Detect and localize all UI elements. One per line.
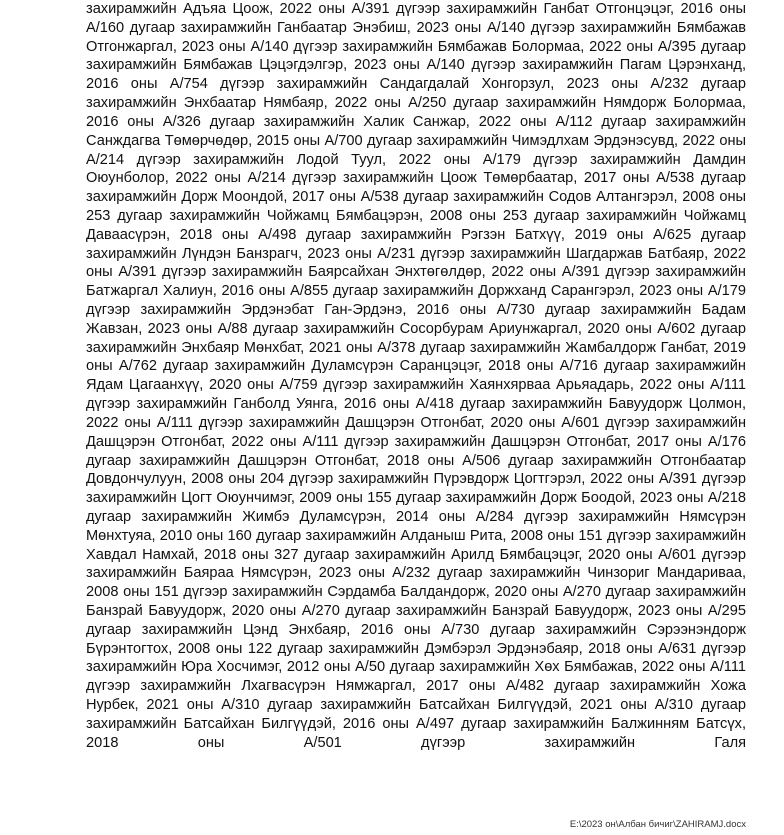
body-paragraph: захирамжийн Адъяа Цоож, 2022 оны А/391 дүгээр захирамжийн Ганбат Отгонцэцэг, 2016 оны А/160 дугаар захирамжийн Ганбаатар Энэбиш, 2023 оны А/140 дүгээр захирамжийн Бямбажав Отгонжаргал, 2023 оны А/140 дүгээр захирамжийн Бямбажав Болормаа, 2022 оны А/395 дугаар захирамжийн Бямбажав Цэцэгдэлгэр, 2023 оны А/140 дүгээр захирамжийн Пагам Цэрэнханд, 2016 оны А/754 дүгээр захирамжийн Сандагдалай Хонгорзул, 2023 оны А/232 дугаар захирамжийн Энхбаатар Нямбаяр, 2022 оны А/250 дугаар захирамжийн Нямдорж Болормаа, 2016 оны А/326 дугаар захирамжийн Халик Санжар, 2022 оны А/112 дугаар захирамжийн Санждагва Төмөрчөдөр, 2015 оны А/700 дугаар захирамжийн Чимэдлхам Эрдэнэсувд, 2022 оны А/214 дүгээр захирамжийн Лодой Туул, 2022 оны А/179 дүгээр захирамжийн Дамдин Оюунболор, 2022 оны А/214 дүгээр захирамжийн Цоож Төмөрбаатар, 2017 оны А/538 дугаар захирамжийн Дорж Моондой, 2017 оны А/538 дугаар захирамжийн Содов Алтангэрэл, 2008 оны 253 дугаар захирамжийн Чойжамц Бямбацэрэн, 2008 оны 253 дугаар захирамжийн Чойжамц Даваасүрэн, 2018 оны А/498 дугаар захирамжийн Рэгзэн Батхүү, 2019 оны А/625 дугаар захирамжийн Лүндэн Банзрагч, 2023 оны А/231 дүгээр захирамжийн Шагдаржав Батбаяр, 2022 оны А/391 дүгээр захирамжийн Баярсайхан Энхтөгөлдөр, 2022 оны А/391 дүгээр захирамжийн Батжаргал Халиун, 2016 оны А/855 дугаар захирамжийн Доржханд Сарангэрэл, 2023 оны А/179 дүгээр захирамжийн Эрдэнэбат Ган-Эрдэнэ, 2016 оны А/730 дугаар захирамжийн Бадам Жавзан, 2023 оны А/88 дугаар захирамжийн Сосорбурам Ариунжаргал, 2020 оны А/602 дугаар захирамжийн Энхбаяр Мөнхбат, 2021 оны А/378 дугаар захирамжийн Жамбалдорж Ганбат, 2019 оны А/762 дугаар захирамжийн Дуламсүрэн Саранцэцэг, 2018 оны А/716 дугаар захирамжийн Ядам Цагаанхүү, 2020 оны А/759 дүгээр захирамжийн Хаянхярваа Арьяадарь, 2022 оны А/111 дүгээр захирамжийн Ганболд Уянга, 2016 оны А/418 дугаар захирамжийн Бавуудорж Цолмон, 2022 оны А/111 дүгээр захирамжийн Дашцэрэн Отгонбат, 2020 оны А/601 дүгээр захирамжийн Дашцэрэн Отгонбат, 2022 оны А/111 дүгээр захирамжийн Дашцэрэн Отгонбат, 2017 оны А/176 дугаар захирамжийн Дашцэрэн Отгонбат, 2018 оны А/506 дугаар захирамжийн Отгонбаатар Довдончулуун, 2008 оны 204 дүгээр захирамжийн Пүрэвдорж Цогтгэрэл, 2022 оны А/391 дүгээр захирамжийн Цогт Оюунчимэг, 2009 оны 155 дугаар захирамжийн Дорж Боодой, 2023 оны А/218 дугаар захирамжийн Жимбэ Дуламсүрэн, 2014 оны А/284 дүгээр захирамжийн Нямсүрэн Мөнхтуяа, 2010 оны 160 дугаар захирамжийн Алданыш Рита, 2008 оны 151 дүгээр захирамжийн Хавдал Намхай, 2018 оны 327 дугаар захирамжийн Арилд Бямбацэцэг, 2020 оны А/601 дүгээр захирамжийн Баяраа Нямсүрэн, 2023 оны А/232 дугаар захирамжийн Чинзориг Мандариваа, 2008 оны 151 дүгээр захирамжийн Сэрдамба Балдандорж, 2020 оны А/270 дугаар захирамжийн Банзрай Бавуудорж, 2020 оны А/270 дугаар захирамжийн Банзрай Бавуудорж, 2023 оны А/295 дугаар захирамжийн Цэнд Энхбаяр, 2016 оны А/730 дугаар захирамжийн Сэрээнэндорж Бүрэнтогтох, 2008 оны 122 дугаар захирамжийн Дэмбэрэл Эрдэнэбаяр, 2018 оны А/631 дүгээр захирамжийн Юра Хосчимэг, 2012 оны А/50 дугаар захирамжийн Хөх Бямбажав, 2022 оны А/111 дүгээр захирамжийн Лхагвасүрэн Нямжаргал, 2017 оны А/482 дугаар захирамжийн Хожа Нурбек, 2021 оны А/310 дугаар захирамжийн Батсайхан Билгүүдэй, 2021 оны А/310 дугаар захирамжийн Батсайхан Билгүүдэй, 2016 оны А/497 дугаар захирамжийн Балжинням Батсүх, 2018 оны А/501 дүгээр захирамжийн Галя — [86, 1, 746, 751]
footer-file-path: E:\2023 он\Албан бичиг\ZAHIRAMJ.docx — [569, 819, 746, 830]
